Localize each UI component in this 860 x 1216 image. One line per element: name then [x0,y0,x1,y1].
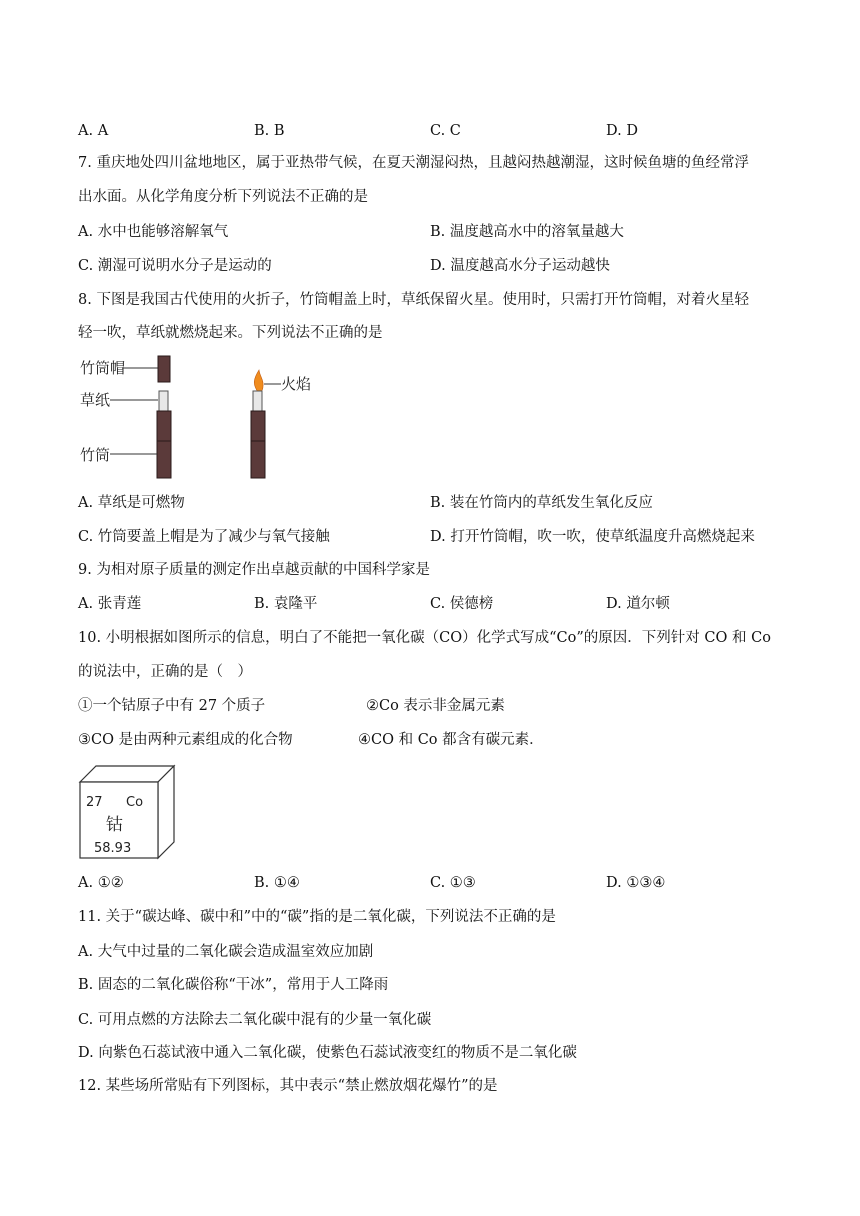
q9-option-b: B. 袁隆平 [254,596,318,612]
q7-stem-line2: 出水面。从化学角度分析下列说法不正确的是 [78,189,368,205]
q9-stem: 9. 为相对原子质量的测定作出卓越贡献的中国科学家是 [78,562,430,578]
q8-option-d: D. 打开竹筒帽，吹一吹，使草纸温度升高燃烧起来 [430,529,755,545]
paper-roll-shape [159,391,168,411]
atomic-number: 27 [86,795,103,810]
element-name: 钴 [106,815,123,835]
q8-option-a: A. 草纸是可燃物 [78,495,185,511]
q9-option-c: C. 侯德榜 [430,596,494,612]
q10-stem-line1: 10. 小明根据如图所示的信息，明白了不能把一氧化碳（CO）化学式写成“Co”的原因．下列针对 CO 和 Co [78,630,771,646]
element-cube-figure [78,764,178,862]
element-symbol: Co [126,795,144,810]
q10-option-c: C. ①③ [430,875,476,891]
bamboo-cap-shape [158,356,170,382]
q10-option-d: D. ①③④ [606,875,666,891]
q6-option-b: B. B [254,123,285,139]
q8-stem-line1: 8. 下图是我国古代使用的火折子，竹筒帽盖上时，草纸保留火星。使用时，只需打开竹筒帽，对着火星轻 [78,292,749,308]
q11-option-b: B. 固态的二氧化碳俗称“干冰”，常用于人工降雨 [78,977,389,993]
q8-stem-line2: 轻一吹，草纸就燃烧起来。下列说法不正确的是 [78,325,383,341]
q7-option-c: C. 潮湿可说明水分子是运动的 [78,258,272,274]
q11-stem: 11. 关于“碳达峰、碳中和”中的“碳”指的是二氧化碳，下列说法不正确的是 [78,909,556,925]
fire-starter-figure [78,350,338,485]
q10-stem-line2: 的说法中，正确的是（ ） [78,664,252,680]
q10-statement-4: ④CO 和 Co 都含有碳元素． [358,732,544,748]
q10-option-b: B. ①④ [254,875,300,891]
q11-option-d: D. 向紫色石蕊试液中通入二氧化碳，使紫色石蕊试液变红的物质不是二氧化碳 [78,1045,577,1061]
q11-option-c: C. 可用点燃的方法除去二氧化碳中混有的少量一氧化碳 [78,1012,432,1028]
lit-tube-upper [251,411,265,441]
flame-icon [254,370,263,392]
q7-option-d: D. 温度越高水分子运动越快 [430,258,610,274]
q8-option-b: B. 装在竹筒内的草纸发生氧化反应 [430,495,653,511]
label-bamboo-cap: 竹筒帽 [80,359,126,377]
label-paper: 草纸 [80,391,111,409]
q9-option-d: D. 道尔顿 [606,596,670,612]
atomic-mass: 58.93 [94,841,132,856]
q7-option-a: A. 水中也能够溶解氧气 [78,224,229,240]
q7-stem-line1: 7. 重庆地处四川盆地地区，属于亚热带气候，在夏天潮湿闷热，且越闷热越潮湿，这时候鱼塘的鱼经常浮 [78,155,749,171]
lit-paper-shape [253,391,262,411]
label-flame: 火焰 [281,375,312,393]
bamboo-tube-upper [157,411,171,441]
q12-stem: 12. 某些场所常贴有下列图标，其中表示“禁止燃放烟花爆竹”的是 [78,1078,498,1094]
label-bamboo-tube: 竹筒 [80,446,111,464]
q6-option-a: A. A [78,123,109,139]
q6-option-c: C. C [430,123,461,139]
q10-statement-1: ①一个钴原子中有 27 个质子 [78,698,266,714]
q10-statement-2: ②Co 表示非金属元素 [366,698,505,714]
lit-tube-lower [251,441,265,478]
q6-option-d: D. D [606,123,638,139]
q11-option-a: A. 大气中过量的二氧化碳会造成温室效应加剧 [78,944,374,960]
q7-option-b: B. 温度越高水中的溶氧量越大 [430,224,624,240]
q10-option-a: A. ①② [78,875,124,891]
q8-option-c: C. 竹筒要盖上帽是为了减少与氧气接触 [78,529,330,545]
q10-statement-3: ③CO 是由两种元素组成的化合物 [78,732,293,748]
bamboo-tube-lower [157,441,171,478]
q9-option-a: A. 张青莲 [78,596,142,612]
